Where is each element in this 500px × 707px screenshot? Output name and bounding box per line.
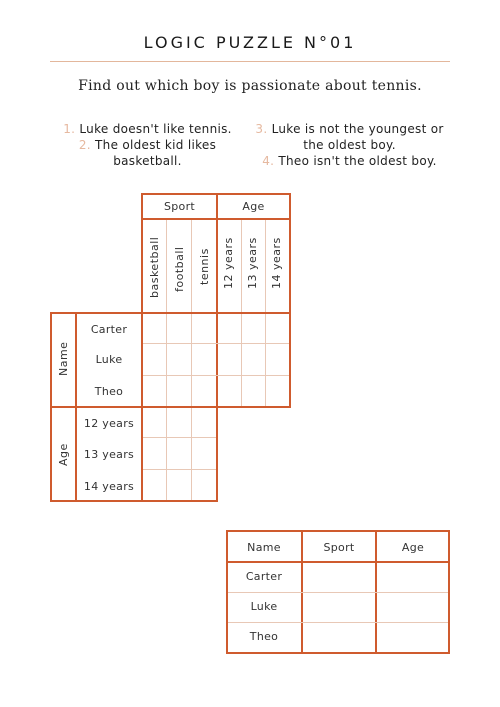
clue-number: 3. [255,122,268,136]
col-group-sport-label: Sport [163,200,196,213]
row-label-carter: Carter [90,323,128,336]
clue-text: Theo isn't the oldest boy. [278,154,437,168]
puzzle-title: LOGIC PUZZLE N°01 [143,33,357,52]
clue-4 [252,153,447,169]
col-group-age-label: Age [242,200,265,213]
clue-number: 1. [63,122,76,136]
row-label-theo: Theo [94,385,124,398]
row-label-12-years: 12 years [83,417,135,430]
row-label-13-years: 13 years [83,448,135,461]
col-label-basketball: basketball [148,236,161,298]
answer-header-age: Age [401,541,425,554]
clue-3 [252,121,447,153]
col-label-tennis: tennis [198,248,211,285]
col-label-12-years: 12 years [222,237,235,289]
row-label-luke: Luke [95,353,123,366]
clue-text: Luke is not the youngest or the oldest boy. [271,122,444,152]
answer-row-carter: Carter [245,570,283,583]
answer-header-sport: Sport [323,541,355,554]
puzzle-subtitle: Find out which boy is passionate about tennis. [78,78,422,94]
answer-row-luke: Luke [250,600,278,613]
clue-number: 4. [262,154,275,168]
clue-number: 2. [78,138,91,152]
col-label-14-years: 14 years [270,237,283,289]
clue-1 [50,121,245,137]
clue-text: The oldest kid likes basketball. [95,138,217,168]
name-sport-cells[interactable] [141,312,218,408]
row-label-14-years: 14 years [83,480,135,493]
age-sport-cells[interactable] [141,406,218,502]
col-label-13-years: 13 years [246,237,259,289]
answer-row-theo: Theo [249,630,279,643]
row-group-name-label: Name [57,341,70,376]
col-label-football: football [173,246,186,292]
title-divider [50,61,450,62]
clue-text: Luke doesn't like tennis. [79,122,232,136]
name-age-cells[interactable] [216,312,291,408]
clue-2 [50,137,245,169]
answer-header-name: Name [247,541,281,554]
row-group-age-label: Age [57,443,70,466]
